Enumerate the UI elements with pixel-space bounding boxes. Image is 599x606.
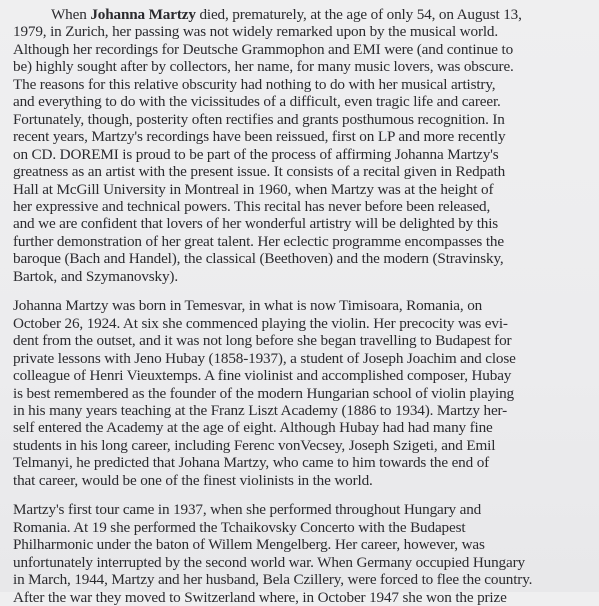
- paragraph-line: students in his long career, including Ferenc vonVecsey, Joseph Szigeti, and Emil: [13, 436, 496, 454]
- paragraph-line: her expressive and technical powers. This recital has never before been released,: [13, 197, 491, 215]
- paragraph-line: Johanna Martzy was born in Temesvar, in what is now Timisoara, Romania, on: [13, 297, 483, 315]
- paragraph-line: After the war they moved to Switzerland where, in October 1947 she won the prize: [13, 588, 507, 606]
- paragraph-line: Bartok, and Szymanovsky).: [13, 267, 178, 285]
- paragraph-line: recent years, Martzy's recordings have been reissued, first on LP and more recently: [13, 128, 506, 146]
- paragraph-line: Hall at McGill University in Montreal in 1960, when Martzy was at the height of: [13, 180, 494, 198]
- paragraph-intro: [13, 6, 587, 285]
- paragraph-career: [13, 501, 587, 606]
- paragraph-line: The reasons for this relative obscurity had nothing to do with her musical artistry,: [13, 75, 496, 93]
- paragraph-line: Fortunately, though, posterity often rectifies and grants posthumous recognition. In: [13, 110, 505, 128]
- paragraph-line: Romania. At 19 she performed the Tchaikovsky Concerto with the Budapest: [13, 518, 466, 536]
- paragraph-line: unfortunately interrupted by the second world war. When Germany occupied Hungary: [13, 553, 525, 571]
- paragraph-line: further demonstration of her great talent. Her eclectic programme encompasses the: [13, 232, 504, 250]
- paragraph-line: be) highly sought after by collectors, her name, for many music lovers, was obscure.: [13, 58, 514, 76]
- paragraph-line: baroque (Bach and Handel), the classical (Beethoven) and the modern (Stravinsky,: [13, 250, 504, 268]
- paragraph-line: that career, would be one of the finest violinists in the world.: [13, 471, 373, 489]
- paragraph-line: and we are confident that lovers of her wonderful artistry will be delighted by this: [13, 215, 499, 233]
- paragraph-early-life: [13, 297, 587, 489]
- paragraph-line: is best remembered as the founder of the modern Hungarian school of violin playing: [13, 384, 514, 402]
- paragraph-line: dent from the outset, and it was not long before she began travelling to Budapest for: [13, 332, 512, 350]
- subject-name: Johanna Martzy: [90, 6, 196, 23]
- paragraph-line: self entered the Academy at the age of eight. Although Hubay had had many fine: [13, 419, 493, 437]
- paragraph-line: Telmanyi, he predicted that Johana Martzy, who came to him towards the end of: [13, 454, 490, 472]
- paragraph-line: 1979, in Zurich, her passing was not widely remarked upon by the musical world.: [13, 23, 499, 41]
- paragraph-line: greatness as an artist with the present issue. It consists of a recital given in Redpath: [13, 163, 506, 181]
- paragraph-line: in March, 1944, Martzy and her husband, Bela Czillery, were forced to flee the country.: [13, 571, 533, 589]
- paragraph-line: and everything to do with the vicissitudes of a difficult, even tragic life and career.: [13, 93, 501, 111]
- paragraph-line: When Johanna Martzy died, prematurely, at the age of only 54, on August 13,: [51, 6, 522, 23]
- paragraph-line: colleague of Henri Vieuxtemps. A fine violinist and accomplished composer, Hubay: [13, 367, 512, 385]
- paragraph-line: Philharmonic under the baton of Willem Mengelberg. Her career, however, was: [13, 536, 485, 554]
- paragraph-line: Martzy's first tour came in 1937, when she performed throughout Hungary and: [13, 501, 482, 519]
- paragraph-line: Although her recordings for Deutsche Grammophon and EMI were (and continue to: [13, 40, 514, 58]
- paragraph-line: private lessons with Jeno Hubay (1858-1937), a student of Joseph Joachim and close: [13, 349, 516, 367]
- paragraph-line: October 26, 1924. At six she commenced playing the violin. Her precocity was evi-: [13, 314, 508, 332]
- paragraph-line: in his many years teaching at the Franz Liszt Academy (1886 to 1934). Martzy her-: [13, 401, 508, 419]
- paragraph-line: on CD. DOREMI is proud to be part of the process of affirming Johanna Martzy's: [13, 145, 499, 163]
